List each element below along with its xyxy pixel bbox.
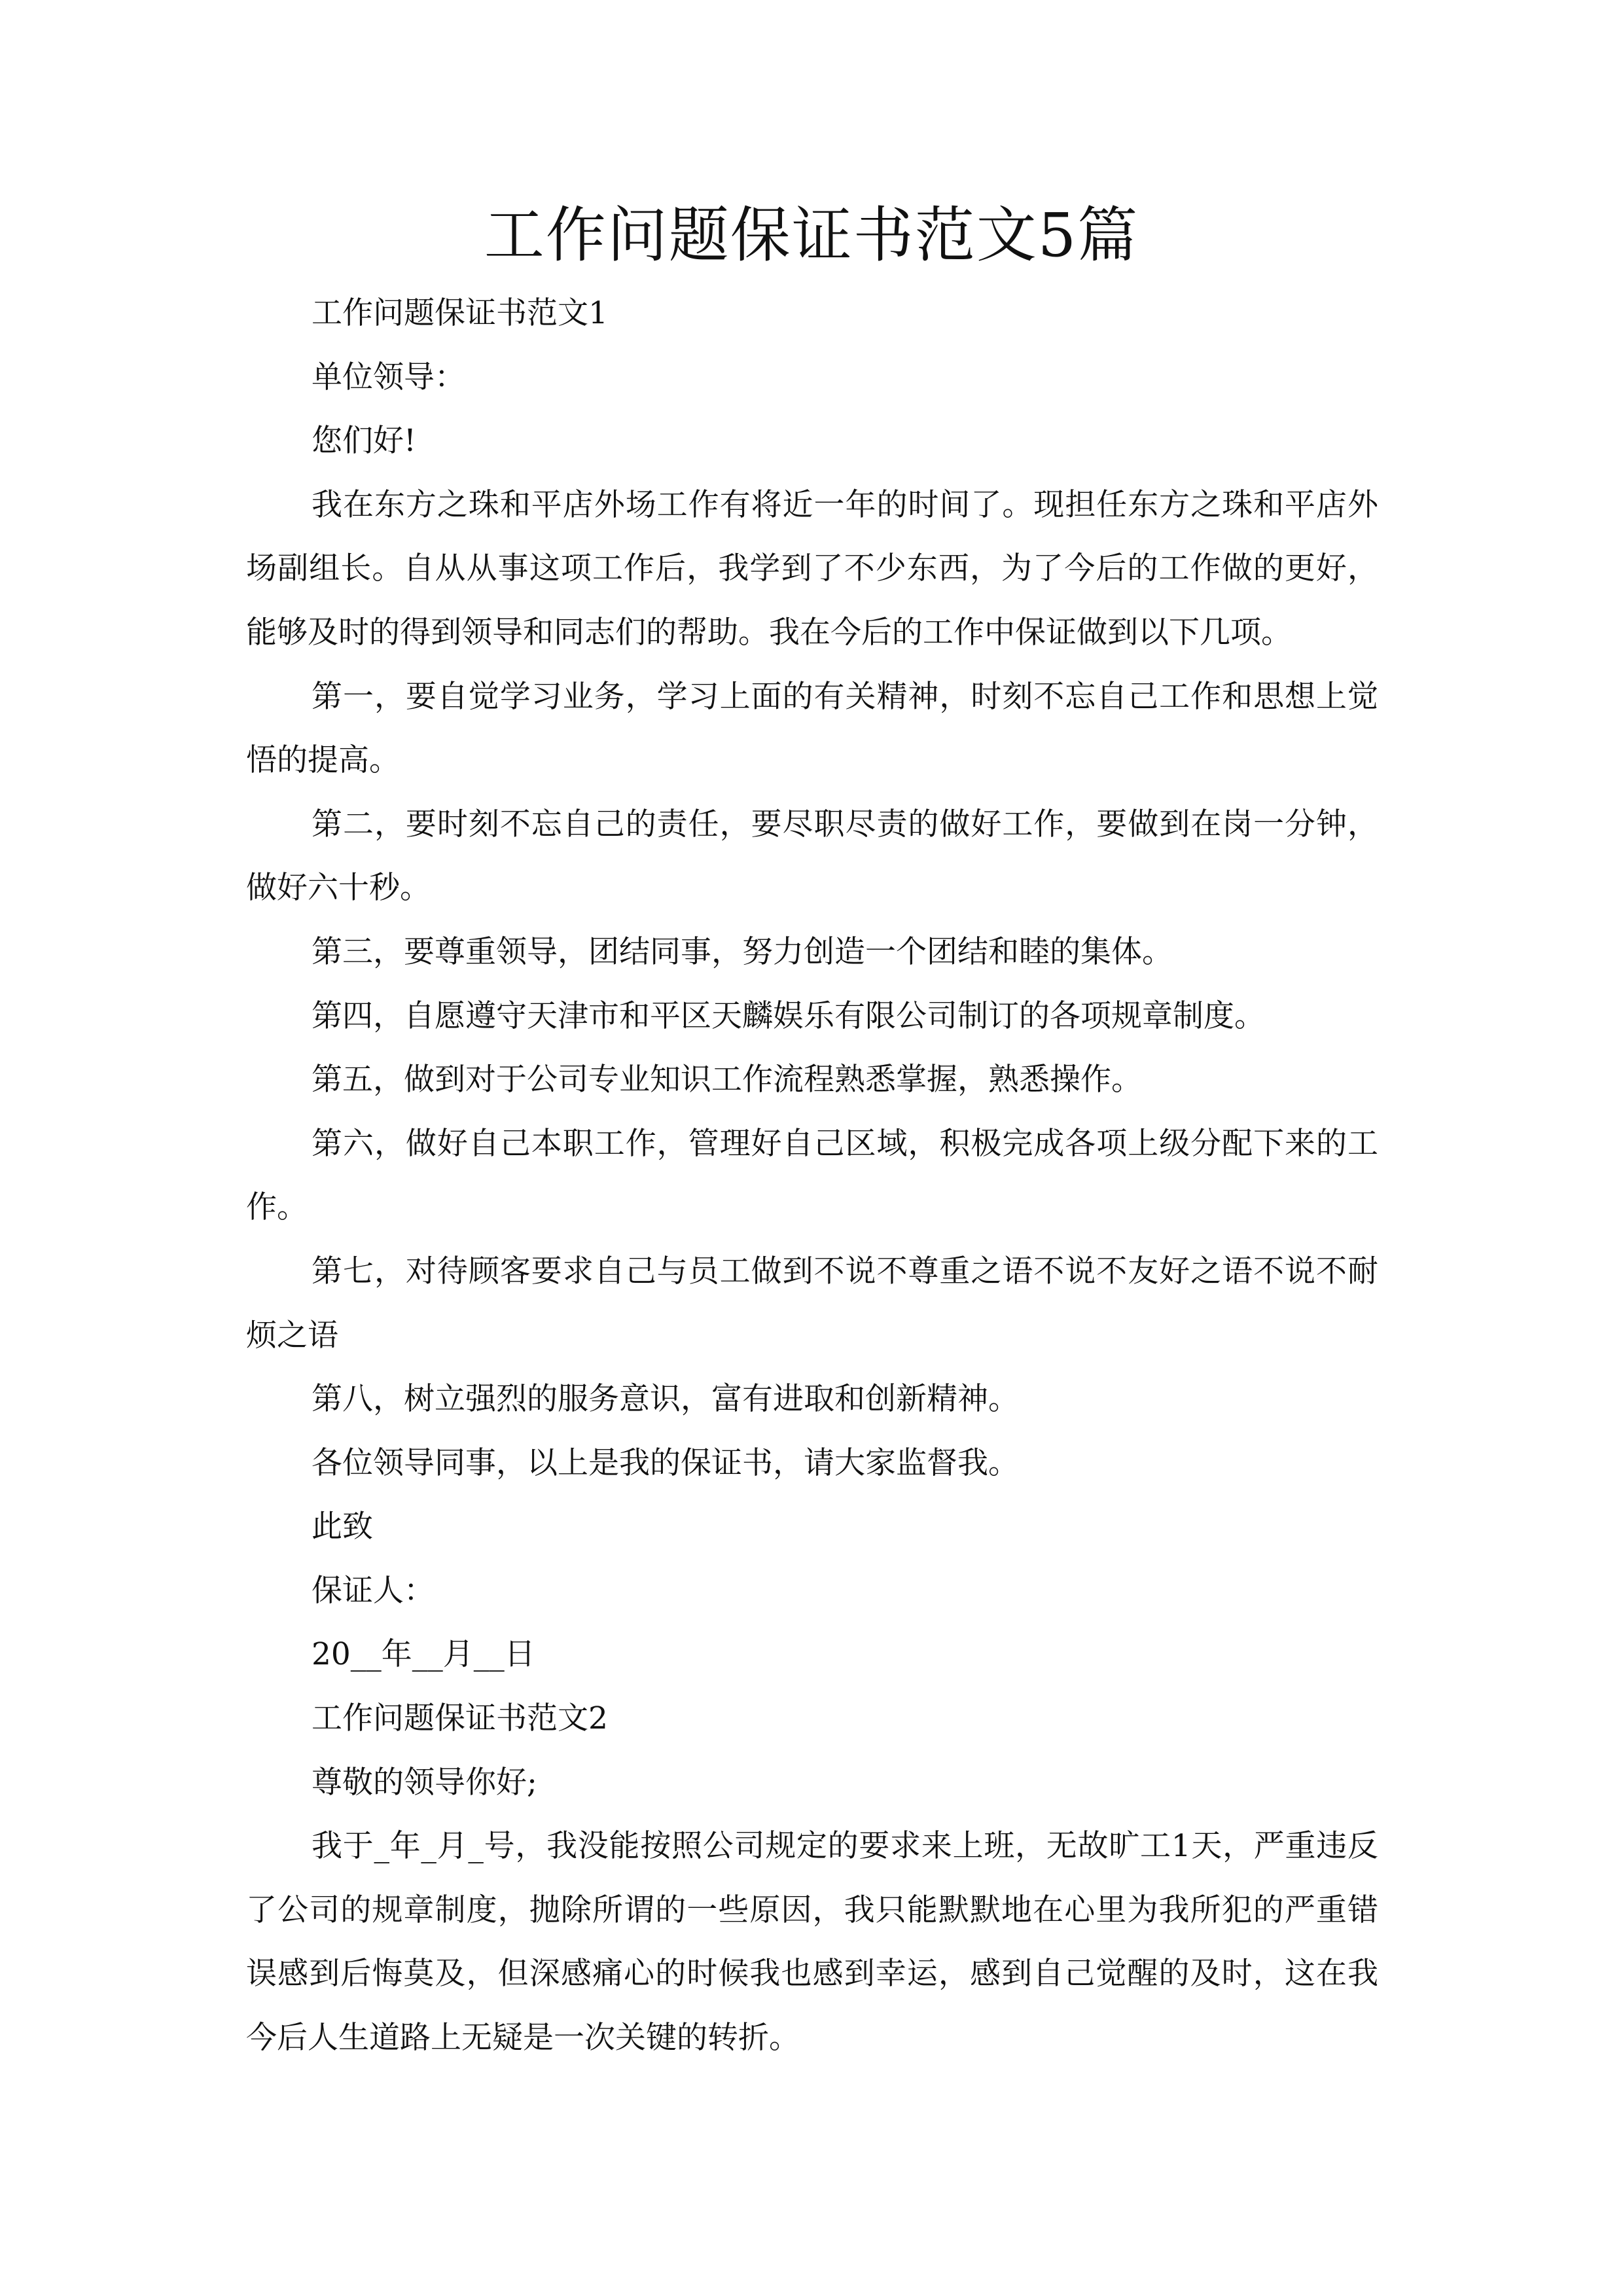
salutation-2: 尊敬的领导你好;: [312, 1764, 537, 1801]
document-body: [246, 281, 1378, 2070]
paragraph-intro: 我在东方之珠和平店外场工作有将近一年的时间了。现担任东方之珠和平店外场副组长。自从从事这项工作后，我学到了不少东西，为了今后的工作做的更好，能够及时的得到领导和同志们的帮助。我在今后的工作中保证做到以下几项。: [246, 486, 1378, 651]
paragraph-regards: 此致: [312, 1509, 373, 1545]
greeting: 您们好!: [312, 423, 416, 459]
paragraph-heading-2: 工作问题保证书范文2: [312, 1700, 608, 1737]
paragraph-item-8: 第八，树立强烈的服务意识，富有进取和创新精神。: [312, 1381, 1019, 1418]
paragraph-item-7: 第七，对待顾客要求自己与员工做到不说不尊重之语不说不友好之语不说不耐烦之语: [246, 1253, 1378, 1354]
paragraph-heading-1: 工作问题保证书范文1: [312, 295, 608, 331]
paragraph-date: 20__年__月__日: [312, 1636, 535, 1673]
paragraph-body-2: 我于_年_月_号，我没能按照公司规定的要求来上班，无故旷工1天，严重违反了公司的规章制度，抛除所谓的一些原因，我只能默默地在心里为我所犯的严重错误感到后悔莫及，但深感痛心的时候我也感到幸运，感到自己觉醒的及时，这在我今后人生道路上无疑是一次关键的转折。: [246, 1828, 1378, 2056]
paragraph-item-5: 第五，做到对于公司专业知识工作流程熟悉掌握，熟悉操作。: [312, 1062, 1142, 1098]
document-title: 工作问题保证书范文5篇: [484, 200, 1139, 270]
paragraph-item-4: 第四，自愿遵守天津市和平区天麟娱乐有限公司制订的各项规章制度。: [312, 997, 1265, 1034]
salutation: 单位领导：: [312, 359, 465, 395]
paragraph-closing: 各位领导同事，以上是我的保证书，请大家监督我。: [312, 1444, 1019, 1481]
paragraph-item-2: 第二，要时刻不忘自己的责任，要尽职尽责的做好工作，要做到在岗一分钟，做好六十秒。: [246, 806, 1378, 906]
paragraph-item-1: 第一，要自觉学习业务，学习上面的有关精神，时刻不忘自己工作和思想上觉悟的提高。: [246, 678, 1378, 779]
paragraph-item-3: 第三，要尊重领导，团结同事，努力创造一个团结和睦的集体。: [312, 933, 1173, 970]
paragraph-guarantor: 保证人：: [312, 1572, 435, 1609]
paragraph-item-6: 第六，做好自己本职工作，管理好自己区域，积极完成各项上级分配下来的工作。: [246, 1125, 1378, 1226]
